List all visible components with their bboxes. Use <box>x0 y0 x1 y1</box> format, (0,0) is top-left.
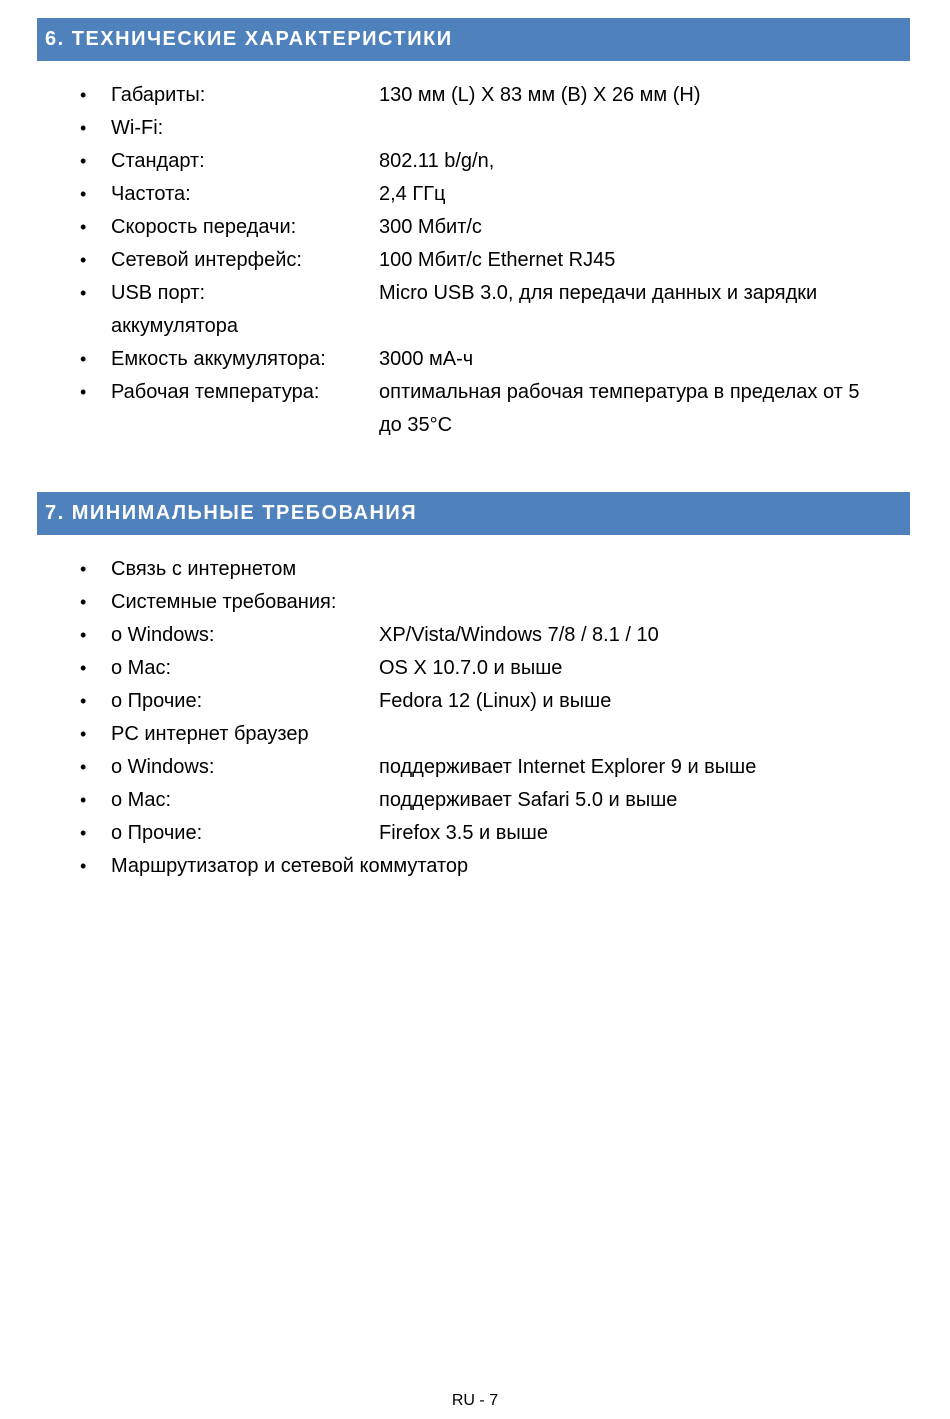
bullet-icon: • <box>80 823 87 843</box>
spec-label: Рабочая температура: <box>111 381 320 403</box>
list-item <box>0 619 950 652</box>
page-number: RU - 7 <box>451 1392 499 1409</box>
requirement-label: o Прочие: <box>111 822 203 844</box>
requirement-value: поддерживает Internet Explorer 9 и выше <box>379 756 757 778</box>
spec-label: Частота: <box>111 183 191 205</box>
requirement-value: поддерживает Safari 5.0 и выше <box>379 789 678 811</box>
bullet-icon: • <box>80 724 87 744</box>
requirement-label: PC интернет браузер <box>111 723 309 745</box>
spec-value: 2,4 ГГц <box>379 183 446 205</box>
bullet-icon: • <box>80 151 87 171</box>
section-6-header: 6. ТЕХНИЧЕСКИЕ ХАРАКТЕРИСТИКИ <box>37 18 910 61</box>
list-item <box>0 652 950 685</box>
bullet-icon: • <box>80 856 87 876</box>
requirement-label: o Прочие: <box>111 690 203 712</box>
requirement-value: Firefox 3.5 и выше <box>379 822 548 844</box>
list-item <box>0 178 950 211</box>
requirement-value: XP/Vista/Windows 7/8 / 8.1 / 10 <box>379 624 659 646</box>
requirement-value: Fedora 12 (Linux) и выше <box>379 690 612 712</box>
list-item <box>0 112 950 145</box>
bullet-icon: • <box>80 349 87 369</box>
bullet-icon: • <box>80 184 87 204</box>
list-item <box>0 79 950 112</box>
bullet-icon: • <box>80 559 87 579</box>
list-item <box>0 211 950 244</box>
requirement-label: Связь с интернетом <box>111 558 297 580</box>
spec-value-continuation: до 35°C <box>379 414 453 436</box>
list-item <box>0 586 950 619</box>
bullet-icon: • <box>80 118 87 138</box>
bullet-icon: • <box>80 691 87 711</box>
spec-value: 300 Мбит/с <box>379 216 482 238</box>
bullet-icon: • <box>80 382 87 402</box>
requirement-label: o Mac: <box>111 657 172 679</box>
list-item <box>0 718 950 751</box>
list-item <box>0 784 950 817</box>
bullet-icon: • <box>80 283 87 303</box>
list-item <box>0 145 950 178</box>
spec-label: Wi-Fi: <box>111 117 164 139</box>
requirement-label: o Windows: <box>111 624 215 646</box>
requirement-value: OS X 10.7.0 и выше <box>379 657 563 679</box>
spec-label: Сетевой интерфейс: <box>111 249 302 271</box>
list-item <box>0 685 950 718</box>
section-7-header: 7. МИНИМАЛЬНЫЕ ТРЕБОВАНИЯ <box>37 492 910 535</box>
spec-label: Габариты: <box>111 84 206 106</box>
list-item <box>0 244 950 277</box>
bullet-icon: • <box>80 592 87 612</box>
spec-value: оптимальная рабочая температура в пределах от 5 <box>379 381 860 403</box>
bullet-icon: • <box>80 658 87 678</box>
bullet-icon: • <box>80 217 87 237</box>
spec-label: Емкость аккумулятора: <box>111 348 326 370</box>
bullet-icon: • <box>80 250 87 270</box>
list-item <box>0 343 950 376</box>
requirement-label: Системные требования: <box>111 591 337 613</box>
spec-value: 3000 мА-ч <box>379 348 474 370</box>
spec-value: 802.11 b/g/n, <box>379 150 495 172</box>
bullet-icon: • <box>80 625 87 645</box>
list-item <box>0 553 950 586</box>
list-item <box>0 850 950 883</box>
spec-value: Micro USB 3.0, для передачи данных и зарядки <box>379 282 818 304</box>
list-item <box>0 817 950 850</box>
spec-label: Стандарт: <box>111 150 205 172</box>
spec-value: 100 Мбит/с Ethernet RJ45 <box>379 249 616 271</box>
spec-value: 130 мм (L) X 83 мм (B) X 26 мм (H) <box>379 84 701 106</box>
bullet-icon: • <box>80 757 87 777</box>
bullet-icon: • <box>80 790 87 810</box>
spec-label: Скорость передачи: <box>111 216 297 238</box>
list-item <box>0 277 950 337</box>
list-item <box>0 376 950 436</box>
bullet-icon: • <box>80 85 87 105</box>
list-item <box>0 751 950 784</box>
spec-label-continuation: аккумулятора <box>111 315 238 337</box>
requirement-label: o Mac: <box>111 789 172 811</box>
requirement-label: o Windows: <box>111 756 215 778</box>
spec-label: USB порт: <box>111 282 206 304</box>
requirement-label: Маршрутизатор и сетевой коммутатор <box>111 855 469 877</box>
